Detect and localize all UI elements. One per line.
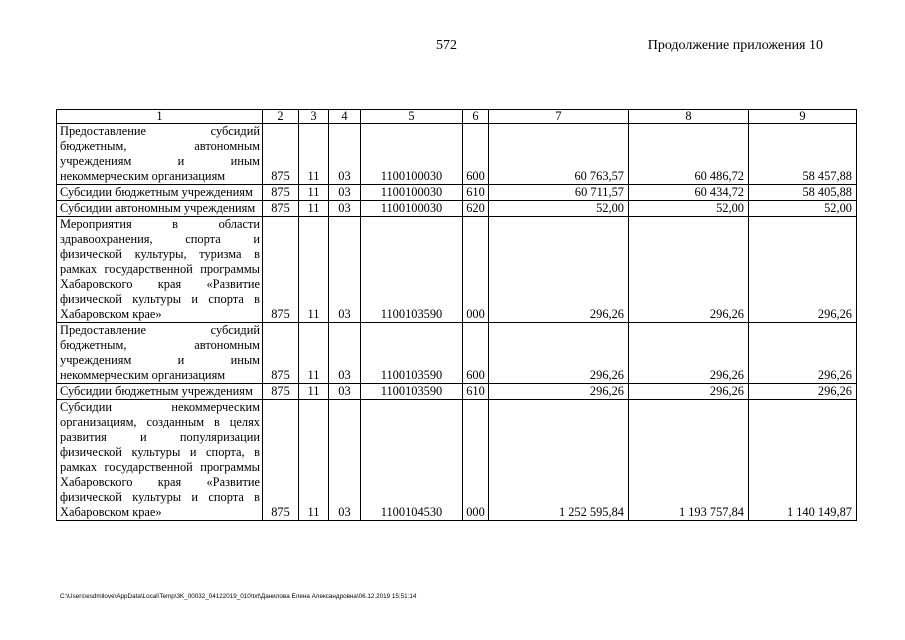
cell-expense-type: 000 [463,400,489,521]
cell-amount-9: 58 405,88 [749,185,857,201]
cell-target: 1100103590 [361,384,463,400]
column-header: 6 [463,110,489,124]
cell-expense-type: 600 [463,124,489,185]
cell-expense-type: 600 [463,323,489,384]
cell-expense-type: 610 [463,185,489,201]
cell-expense-type: 610 [463,384,489,400]
cell-ministry: 875 [263,124,299,185]
cell-subsection: 03 [329,400,361,521]
cell-target: 1100100030 [361,124,463,185]
cell-amount-8: 60 486,72 [629,124,749,185]
cell-amount-8: 296,26 [629,323,749,384]
row-name: Субсидии бюджетным учреждениям [57,185,263,201]
row-name: Субсидии автономным учреждениям [57,201,263,217]
cell-amount-8: 296,26 [629,217,749,323]
cell-ministry: 875 [263,217,299,323]
cell-amount-7: 60 711,57 [489,185,629,201]
header-row [57,110,857,124]
cell-amount-7: 52,00 [489,201,629,217]
cell-amount-7: 296,26 [489,323,629,384]
table-row [57,185,857,201]
cell-section: 11 [299,217,329,323]
cell-ministry: 875 [263,323,299,384]
table-row [57,201,857,217]
column-header: 9 [749,110,857,124]
cell-expense-type: 000 [463,217,489,323]
column-header: 3 [299,110,329,124]
row-name: Мероприятия в области здравоохранения, спорта и физической культуры, туризма в рамках государственной программы Хабаровского края «Развитие физической культуры и спорта в Хабаровском крае» [57,217,263,323]
cell-amount-9: 296,26 [749,384,857,400]
cell-subsection: 03 [329,384,361,400]
budget-table [56,109,857,521]
column-header: 7 [489,110,629,124]
table-row [57,323,857,384]
table-row [57,217,857,323]
cell-amount-7: 296,26 [489,217,629,323]
table-row [57,400,857,521]
cell-amount-9: 296,26 [749,323,857,384]
cell-subsection: 03 [329,201,361,217]
cell-section: 11 [299,124,329,185]
cell-ministry: 875 [263,201,299,217]
file-path-footer: C:\Users\esdmilove\AppData\Local\Temp\3K_00032_04122019_010\txt\Данилова Елена Александровна\06.12.2019 15:51:14 [60,593,417,600]
cell-ministry: 875 [263,185,299,201]
cell-amount-8: 1 193 757,84 [629,400,749,521]
cell-target: 1100100030 [361,201,463,217]
cell-subsection: 03 [329,217,361,323]
cell-subsection: 03 [329,124,361,185]
cell-amount-9: 1 140 149,87 [749,400,857,521]
cell-section: 11 [299,384,329,400]
row-name: Субсидии некоммерческим организациям, созданным в целях развития и популяризации физической культуры и спорта, в рамках государственной программы Хабаровского края «Развитие физической культуры и спорта в Хабаровском крае» [57,400,263,521]
column-header: 1 [57,110,263,124]
page-number: 572 [436,38,457,53]
cell-ministry: 875 [263,400,299,521]
cell-amount-9: 58 457,88 [749,124,857,185]
cell-ministry: 875 [263,384,299,400]
column-header: 5 [361,110,463,124]
cell-target: 1100103590 [361,217,463,323]
cell-expense-type: 620 [463,201,489,217]
column-header: 2 [263,110,299,124]
row-name: Субсидии бюджетным учреждениям [57,384,263,400]
cell-section: 11 [299,323,329,384]
cell-subsection: 03 [329,185,361,201]
table-row [57,124,857,185]
cell-target: 1100103590 [361,323,463,384]
cell-section: 11 [299,400,329,521]
table-row [57,384,857,400]
cell-amount-9: 296,26 [749,217,857,323]
column-header: 8 [629,110,749,124]
row-name: Предоставление субсидий бюджетным, автономным учреждениям и иным некоммерческим организациям [57,323,263,384]
column-header: 4 [329,110,361,124]
cell-amount-8: 52,00 [629,201,749,217]
cell-amount-8: 296,26 [629,384,749,400]
cell-amount-8: 60 434,72 [629,185,749,201]
cell-section: 11 [299,201,329,217]
cell-target: 1100100030 [361,185,463,201]
cell-section: 11 [299,185,329,201]
row-name: Предоставление субсидий бюджетным, автономным учреждениям и иным некоммерческим организациям [57,124,263,185]
cell-amount-9: 52,00 [749,201,857,217]
cell-target: 1100104530 [361,400,463,521]
cell-amount-7: 296,26 [489,384,629,400]
cell-amount-7: 60 763,57 [489,124,629,185]
cell-amount-7: 1 252 595,84 [489,400,629,521]
cell-subsection: 03 [329,323,361,384]
continuation-label: Продолжение приложения 10 [647,38,823,53]
